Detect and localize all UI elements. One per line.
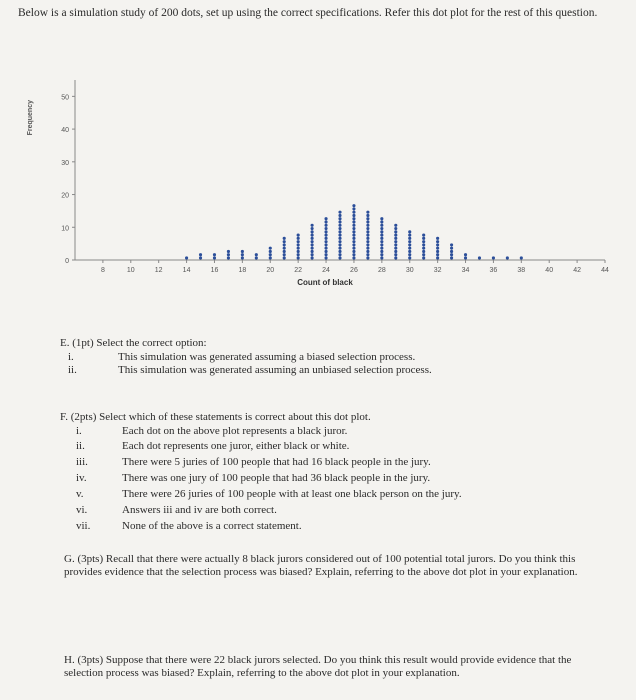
dot	[297, 243, 300, 246]
dot	[422, 234, 425, 237]
dot	[352, 214, 355, 217]
dot	[227, 253, 230, 256]
dot	[422, 250, 425, 253]
dot	[338, 214, 341, 217]
dot	[311, 243, 314, 246]
x-tick-label: 40	[545, 267, 554, 274]
dot	[450, 247, 453, 250]
dot	[408, 243, 411, 246]
x-tick-label: 24	[322, 267, 330, 274]
option-number: ii.	[76, 440, 85, 452]
dot	[269, 250, 272, 253]
option-text: Answers iii and iv are both correct.	[122, 504, 277, 516]
x-tick-label: 34	[461, 267, 470, 274]
x-tick-label: 12	[154, 267, 163, 274]
dot	[311, 240, 314, 243]
dot	[366, 237, 369, 240]
x-tick-label: 28	[377, 267, 386, 274]
dot	[380, 256, 383, 259]
dot	[352, 227, 355, 230]
dot	[352, 250, 355, 253]
dot	[394, 256, 397, 259]
dot	[324, 224, 327, 227]
dot	[366, 253, 369, 256]
dot	[338, 220, 341, 223]
dot	[492, 256, 495, 259]
option-number: vii.	[76, 520, 91, 532]
option-number: v.	[76, 488, 84, 500]
dot	[241, 250, 244, 253]
dot	[408, 237, 411, 240]
dot	[352, 211, 355, 214]
dot	[297, 247, 300, 250]
dot	[408, 250, 411, 253]
dot	[338, 256, 341, 259]
option-text: Each dot on the above plot represents a black juror.	[122, 425, 348, 437]
x-tick-label: 22	[294, 267, 303, 274]
question-e-header: E. (1pt) Select the correct option:	[60, 337, 207, 349]
dot	[324, 230, 327, 233]
dot	[338, 234, 341, 237]
dot	[199, 256, 202, 259]
dot	[408, 234, 411, 237]
x-tick-label: 14	[182, 267, 191, 274]
dot	[380, 243, 383, 246]
dot	[366, 230, 369, 233]
dot	[394, 253, 397, 256]
dot	[380, 224, 383, 227]
dot	[352, 230, 355, 233]
question-g: G. (3pts) Recall that there were actually 8 black jurors considered out of 100 potential total jurors. Do you think this provides evidence that the selection process was biased? Explain, referring to the above dot plot in your explanation.	[64, 553, 578, 578]
dot	[464, 256, 467, 259]
y-tick-label: 20	[61, 192, 69, 200]
dot	[185, 256, 188, 259]
y-axis-label: Frequency	[27, 100, 34, 136]
dot	[394, 250, 397, 253]
option-text: None of the above is a correct statement.	[122, 520, 302, 532]
dot	[338, 227, 341, 230]
dot	[366, 227, 369, 230]
dot	[283, 256, 286, 259]
dot	[422, 240, 425, 243]
dot	[422, 247, 425, 250]
dot	[380, 250, 383, 253]
dot	[352, 247, 355, 250]
dot	[408, 230, 411, 233]
dot	[227, 256, 230, 259]
dot	[408, 253, 411, 256]
dot	[366, 220, 369, 223]
dot	[269, 256, 272, 259]
question-h: H. (3pts) Suppose that there were 22 black jurors selected. Do you think this result would provide evidence that the selection process was biased? Explain, referring to the above dot plot in your explanation.	[64, 654, 572, 679]
x-tick-label: 30	[405, 267, 414, 274]
option-text: Each dot represents one juror, either black or white.	[122, 440, 350, 452]
x-tick-group	[101, 260, 609, 274]
dot	[213, 253, 216, 256]
dot	[380, 220, 383, 223]
dot	[283, 237, 286, 240]
dot	[478, 256, 481, 259]
dot	[366, 224, 369, 227]
dot	[408, 240, 411, 243]
dot	[436, 243, 439, 246]
dot	[394, 243, 397, 246]
x-tick-label: 8	[100, 267, 105, 274]
dot	[311, 224, 314, 227]
dot	[422, 237, 425, 240]
dot	[450, 253, 453, 256]
dot	[297, 240, 300, 243]
dot	[422, 253, 425, 256]
option-number: ii.	[68, 364, 77, 376]
dot	[324, 243, 327, 246]
dot	[450, 250, 453, 253]
dot	[227, 250, 230, 253]
dot	[338, 211, 341, 214]
dot	[394, 247, 397, 250]
dot	[352, 243, 355, 246]
dot	[380, 237, 383, 240]
dot	[311, 227, 314, 230]
dot	[366, 247, 369, 250]
dot	[338, 243, 341, 246]
dot	[352, 237, 355, 240]
dot	[436, 247, 439, 250]
dot	[422, 243, 425, 246]
y-tick-label: 50	[61, 94, 69, 102]
intro-text: Below is a simulation study of 200 dots, set up using the correct specifications. Refer this dot plot for the rest of this question.	[18, 7, 598, 19]
dot	[506, 256, 509, 259]
dot	[311, 237, 314, 240]
question-f-header: F. (2pts) Select which of these statements is correct about this dot plot.	[60, 411, 371, 423]
dot	[297, 250, 300, 253]
dot	[394, 230, 397, 233]
x-axis-label: Count of black	[297, 278, 353, 287]
dot	[297, 256, 300, 259]
dot	[324, 250, 327, 253]
dot	[366, 214, 369, 217]
dot	[450, 243, 453, 246]
option-text: There were 26 juries of 100 people with at least one black person on the jury.	[122, 488, 462, 500]
dot	[324, 240, 327, 243]
dot	[408, 256, 411, 259]
dot	[324, 227, 327, 230]
dot	[213, 256, 216, 259]
dot	[450, 256, 453, 259]
dot	[394, 240, 397, 243]
x-tick-label: 32	[433, 267, 442, 274]
option-text: This simulation was generated assuming a biased selection process.	[118, 351, 416, 363]
dot	[324, 234, 327, 237]
dot	[338, 237, 341, 240]
x-tick-label: 18	[238, 267, 247, 274]
option-number: i.	[76, 425, 82, 437]
dot	[380, 230, 383, 233]
option-text: This simulation was generated assuming an unbiased selection process.	[118, 364, 432, 376]
dot	[352, 253, 355, 256]
option-number: iv.	[76, 472, 87, 484]
dot	[338, 247, 341, 250]
dot	[436, 240, 439, 243]
dot	[380, 234, 383, 237]
dot-stacks	[185, 204, 523, 260]
dot	[283, 250, 286, 253]
dot	[241, 256, 244, 259]
y-tick-label: 30	[61, 159, 69, 167]
option-text: There were 5 juries of 100 people that had 16 black people in the jury.	[122, 456, 431, 468]
dot	[366, 240, 369, 243]
dot	[297, 253, 300, 256]
x-tick-label: 36	[489, 267, 498, 274]
dot	[352, 204, 355, 207]
dot	[380, 247, 383, 250]
dot	[366, 250, 369, 253]
dot	[380, 240, 383, 243]
dot	[311, 230, 314, 233]
dot	[324, 253, 327, 256]
dot	[352, 220, 355, 223]
dot	[324, 256, 327, 259]
dot	[311, 234, 314, 237]
option-text: There was one jury of 100 people that had 36 black people in the jury.	[122, 472, 431, 484]
dot	[269, 247, 272, 250]
dot	[436, 256, 439, 259]
y-tick-label: 40	[61, 127, 69, 135]
dot	[338, 240, 341, 243]
dot	[352, 234, 355, 237]
dot	[338, 250, 341, 253]
dot	[352, 224, 355, 227]
dot	[311, 250, 314, 253]
dot	[283, 243, 286, 246]
x-tick-label: 42	[573, 267, 582, 274]
dot	[269, 253, 272, 256]
question-f	[60, 411, 371, 424]
dot	[283, 240, 286, 243]
dot	[255, 256, 258, 259]
x-tick-label: 16	[210, 267, 219, 274]
dot	[283, 253, 286, 256]
dot	[199, 253, 202, 256]
dot	[394, 224, 397, 227]
x-tick-label: 38	[517, 267, 526, 274]
dot	[255, 253, 258, 256]
dot	[366, 234, 369, 237]
dot	[366, 256, 369, 259]
dot	[338, 253, 341, 256]
dot	[366, 217, 369, 220]
dot	[324, 237, 327, 240]
dot	[311, 247, 314, 250]
dot	[520, 256, 523, 259]
dot	[297, 234, 300, 237]
dot	[352, 240, 355, 243]
dot	[324, 217, 327, 220]
y-tick-label: 0	[65, 258, 69, 265]
x-tick-label: 20	[266, 267, 275, 274]
x-tick-label: 10	[126, 267, 135, 274]
dot	[283, 247, 286, 250]
dot	[394, 237, 397, 240]
dot	[324, 220, 327, 223]
dot	[311, 253, 314, 256]
dot	[408, 247, 411, 250]
dot	[394, 227, 397, 230]
dot	[380, 253, 383, 256]
dot	[394, 234, 397, 237]
dot	[380, 217, 383, 220]
dot	[338, 224, 341, 227]
y-tick-label: 10	[61, 225, 69, 233]
dot-plot	[20, 70, 610, 320]
dot	[436, 250, 439, 253]
dot	[436, 237, 439, 240]
dot	[352, 207, 355, 210]
dot	[352, 256, 355, 259]
dot	[366, 243, 369, 246]
dot	[297, 237, 300, 240]
dot	[324, 247, 327, 250]
dot	[380, 227, 383, 230]
dot	[338, 217, 341, 220]
y-tick-group	[61, 94, 75, 265]
option-number: iii.	[76, 456, 88, 468]
dot	[241, 253, 244, 256]
dot	[352, 217, 355, 220]
dot	[311, 256, 314, 259]
dot	[464, 253, 467, 256]
question-e	[60, 337, 207, 350]
dot	[422, 256, 425, 259]
dot	[436, 253, 439, 256]
x-tick-label: 26	[350, 267, 358, 274]
dot	[338, 230, 341, 233]
x-tick-label: 44	[601, 267, 609, 274]
option-number: i.	[68, 351, 74, 363]
dot	[366, 211, 369, 214]
option-number: vi.	[76, 504, 88, 516]
